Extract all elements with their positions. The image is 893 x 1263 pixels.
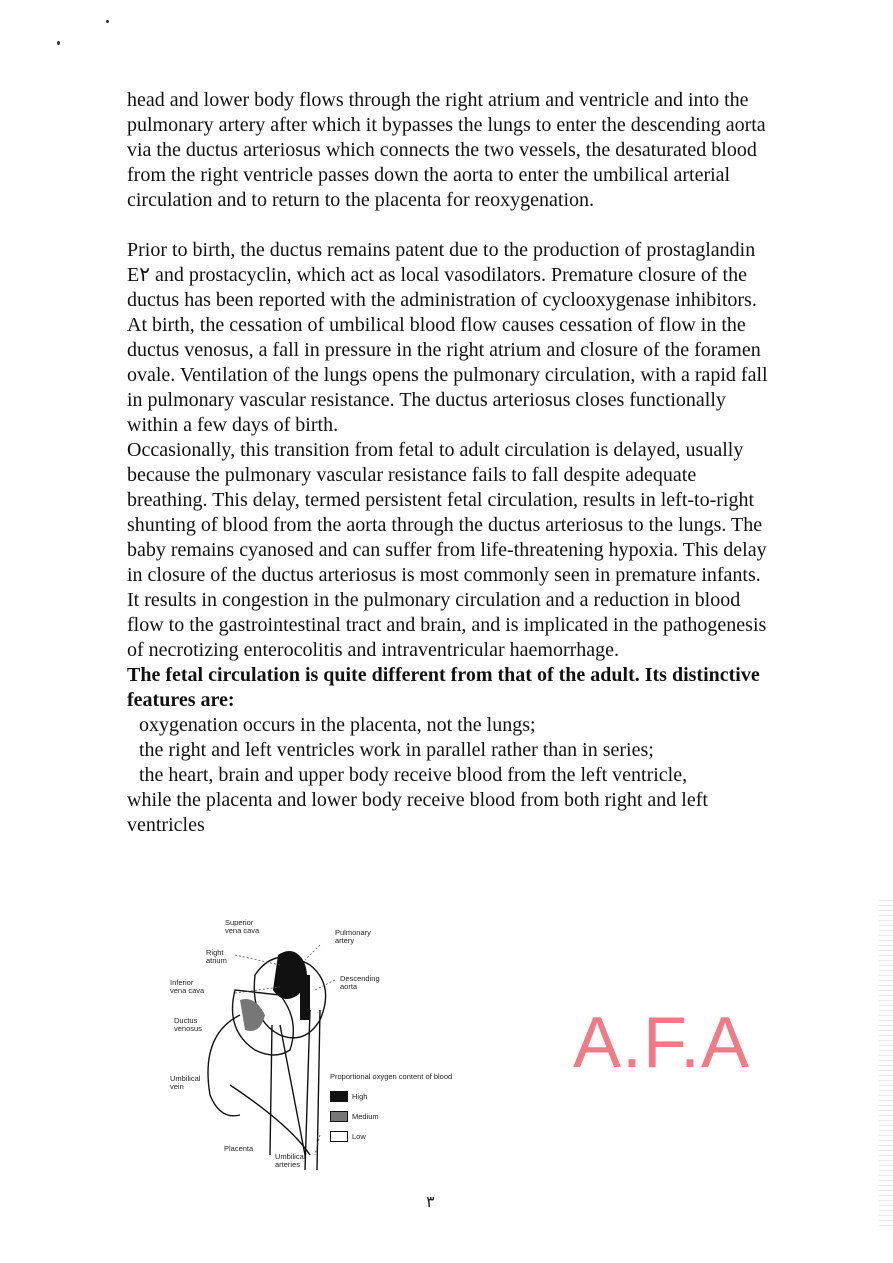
label-descending-aorta: Descending aorta xyxy=(340,974,380,991)
legend-low: Low xyxy=(352,1132,366,1141)
label-superior-vena-cava: Superior vena cava xyxy=(225,918,260,935)
legend-title: Proportional oxygen content of blood xyxy=(330,1072,453,1081)
paragraph-3: Occasionally, this transition from fetal to adult circulation is delayed, usually because the pulmonary vascular resistance fails to fall despite adequate breathing. This delay, termed persistent fetal circulation, results in left-to-right shunting of blood from the aorta through the ductus arteriosus to the lungs. The baby remains cyanosed and can suffer from life-threatening hypoxia. This delay in closure of the ductus arteriosus is most commonly seen in premature infants. It results in congestion in the pulmonary circulation and a reduction in blood flow to the gastrointestinal tract and brain, and is implicated in the pathogenesis of necrotizing enterocolitis and intraventricular haemorrhage. xyxy=(127,439,767,661)
legend-swatch-medium xyxy=(330,1111,348,1122)
legend-swatch-high xyxy=(330,1091,348,1102)
legend-swatch-low xyxy=(330,1131,348,1142)
label-inferior-vena-cava: Inferior vena cava xyxy=(170,978,205,995)
label-umbilical-arteries: Umbilical arteries xyxy=(275,1152,306,1169)
aortic-arch-fill xyxy=(300,975,310,1020)
section-heading: The fetal circulation is quite different from that of the adult. Its distinctive features are: xyxy=(127,664,760,711)
legend-high: High xyxy=(352,1092,368,1101)
page-number: ٣ xyxy=(426,1194,435,1211)
paragraph-2: Prior to birth, the ductus remains patent due to the production of prostaglandin E٢ and prostacyclin, which act as local vasodilators. Premature closure of the ductus has been reported with the administration of cyclooxygenase inhibitors. At birth, the cessation of umbilical blood flow causes cessation of flow in the ductus venosus, a fall in pressure in the right atrium and closure of the foramen ovale. Ventilation of the lungs opens the pulmonary circulation, with a rapid fall in pulmonary vascular resistance. The ductus arteriosus closes functionally within a few days of birth. xyxy=(127,239,768,436)
feature-item: the right and left ventricles work in parallel rather than in series; xyxy=(139,739,654,761)
ductus-venosus-fill xyxy=(240,999,265,1031)
feature-continuation: while the placenta and lower body receive blood from both right and left ventricles xyxy=(127,789,708,836)
label-pulmonary-artery: Pulmonary artery xyxy=(335,928,371,945)
scan-edge-noise xyxy=(879,900,893,1230)
legend-medium: Medium xyxy=(352,1112,379,1121)
label-ductus-venosus: Ductus venosus xyxy=(174,1016,202,1033)
scan-speck xyxy=(106,20,109,23)
placenta-loop xyxy=(208,1015,240,1116)
label-right-atrium: Right atrium xyxy=(206,948,227,965)
label-umbilical-vein: Umbilical vein xyxy=(170,1074,201,1091)
paragraph-1: head and lower body flows through the right atrium and ventricle and into the pulmonary artery after which it bypasses the lungs to enter the descending aorta via the ductus arteriosus which connects the two vessels, the desaturated blood from the right ventricle passes down the aorta to enter the umbilical arterial circulation and to return to the placenta for reoxygenation. xyxy=(127,89,766,211)
watermark-text: A.F.A xyxy=(573,1003,751,1083)
fetal-circulation-figure xyxy=(160,915,500,1175)
label-placenta: Placenta xyxy=(224,1144,254,1153)
page-body xyxy=(127,88,777,838)
feature-item: the heart, brain and upper body receive blood from the left ventricle, xyxy=(139,764,688,786)
feature-item: oxygenation occurs in the placenta, not the lungs; xyxy=(139,714,536,736)
scan-speck xyxy=(57,41,60,45)
